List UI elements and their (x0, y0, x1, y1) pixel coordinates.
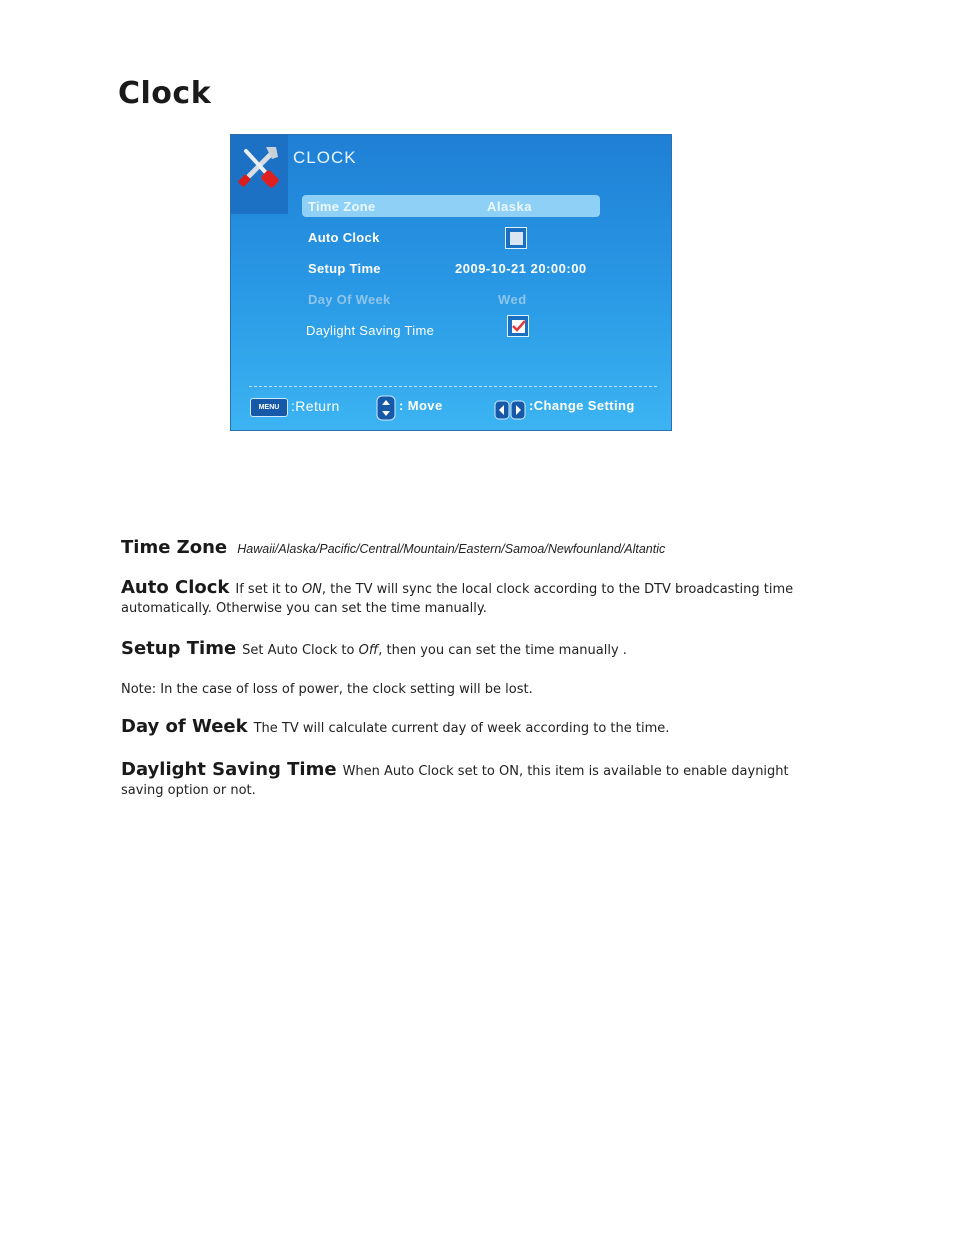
note-text: Note: In the case of loss of power, the clock setting will be lost. (121, 682, 533, 697)
day-of-week-term: Day of Week (121, 716, 248, 737)
setup-time-text-pre: Set Auto Clock to (242, 643, 359, 658)
day-of-week-row (302, 288, 600, 310)
tools-icon-box (231, 135, 288, 214)
daylight-text: When Auto Clock set to ON, this item is available to enable daynight (342, 764, 789, 779)
setup-time-text-em: Off (358, 643, 379, 658)
daylight-saving-row[interactable] (302, 319, 600, 341)
daylight-description (121, 760, 789, 800)
osd-title: CLOCK (293, 148, 357, 167)
setup-time-text-post: , then you can set the time manually . (378, 643, 627, 658)
auto-clock-label: Auto Clock (308, 230, 380, 245)
auto-clock-text-line2: automatically. Otherwise you can set the time manually. (121, 601, 487, 616)
daylight-term: Daylight Saving Time (121, 759, 337, 780)
auto-clock-checkbox[interactable] (505, 227, 527, 249)
menu-button[interactable]: MENU (250, 398, 288, 417)
setup-time-term: Setup Time (121, 638, 237, 659)
daylight-saving-checkbox[interactable] (507, 315, 529, 337)
tools-icon (236, 143, 282, 189)
daylight-text-line2: saving option or not. (121, 783, 256, 798)
clock-osd-screenshot (230, 134, 672, 431)
move-label: : Move (399, 398, 443, 413)
time-zone-row[interactable] (302, 195, 600, 217)
time-zone-term: Time Zone (121, 537, 228, 558)
change-setting-label: :Change Setting (529, 398, 635, 413)
day-of-week-description (121, 717, 669, 738)
time-zone-label: Time Zone (308, 199, 376, 214)
auto-clock-text-pre: If set it to (235, 582, 302, 597)
check-icon (511, 319, 527, 333)
daylight-saving-label: Daylight Saving Time (306, 323, 435, 338)
auto-clock-description (121, 578, 793, 618)
auto-clock-term: Auto Clock (121, 577, 230, 598)
setup-time-description (121, 639, 627, 660)
up-down-icon (376, 395, 396, 421)
return-label: :Return (291, 398, 340, 414)
auto-clock-text-em: ON (301, 582, 322, 597)
auto-clock-text-post: , the TV will sync the local clock according to the DTV broadcasting time (321, 582, 794, 597)
time-zone-value: Alaska (487, 199, 532, 214)
day-of-week-value: Wed (498, 292, 527, 307)
page-title: Clock (118, 76, 212, 111)
time-zone-description (121, 538, 665, 559)
day-of-week-label: Day Of Week (308, 292, 391, 307)
auto-clock-row[interactable] (302, 226, 600, 248)
setup-time-value: 2009-10-21 20:00:00 (455, 261, 587, 276)
left-right-icon (494, 400, 526, 420)
time-zone-options: Hawaii/Alaska/Pacific/Central/Mountain/Eastern/Samoa/Newfounland/Altantic (237, 542, 666, 556)
day-of-week-text: The TV will calculate current day of week according to the time. (253, 721, 670, 736)
setup-time-row[interactable] (302, 257, 600, 279)
setup-time-label: Setup Time (308, 261, 381, 276)
footer-divider (249, 386, 657, 387)
